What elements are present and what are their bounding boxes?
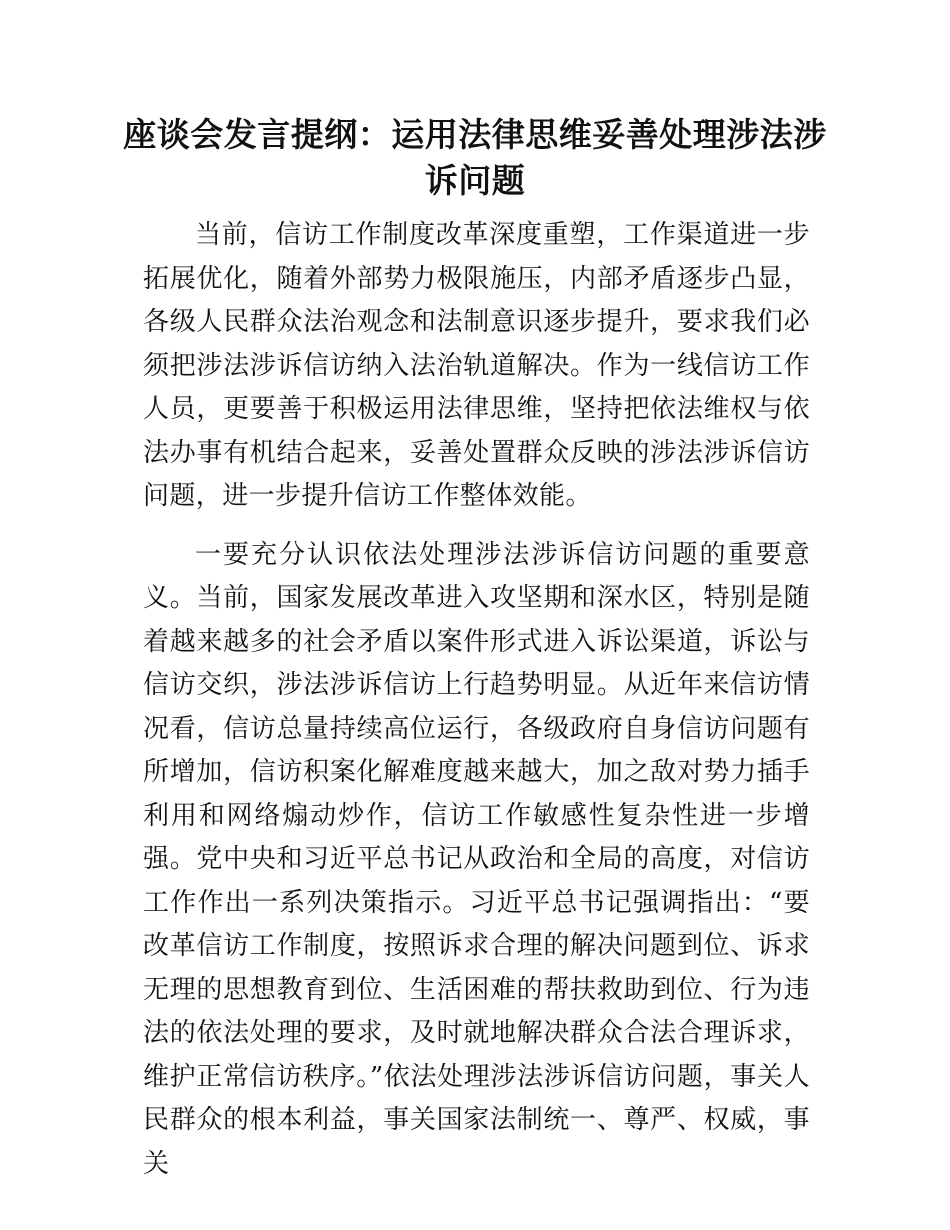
paragraph-point-one: 一要充分认识依法处理涉法涉诉信访问题的重要意义。当前，国家发展改革进入攻坚期和深水区，特别是随着越来越多的社会矛盾以案件形式进入诉讼渠道，诉讼与信访交织，涉法涉诉信访上行趋势明显。从近年来信访情况看，信访总量持续高位运行，各级政府自身信访问题有所增加，信访积案化解难度越来越大，加之敌对势力插手利用和网络煽动炒作，信访工作敏感性复杂性进一步增强。党中央和习近平总书记从政治和全局的高度，对信访工作作出一系列决策指示。习近平总书记强调指出：“要改革信访工作制度，按照诉求合理的解决问题到位、诉求无理的思想教育到位、生活困难的帮扶救助到位、行为违法的依法处理的要求，及时就地解决群众合法合理诉求，维护正常信访秩序。”依法处理涉法涉诉信访问题，事关人民群众的根本利益，事关国家法制统一、尊严、权威，事关 bbox=[143, 539, 810, 1179]
document-body bbox=[143, 214, 810, 1186]
paragraph-intro: 当前，信访工作制度改革深度重塑，工作渠道进一步拓展优化，随着外部势力极限施压，内部矛盾逐步凸显，各级人民群众法治观念和法制意识逐步提升，要求我们必须把涉法涉诉信访纳入法治轨道解决。作为一线信访工作人员，更要善于积极运用法律思维，坚持把依法维权与依法办事有机结合起来，妥善处置群众反映的涉法涉诉信访问题，进一步提升信访工作整体效能。 bbox=[143, 220, 810, 511]
document-title: 座谈会发言提纲：运用法律思维妥善处理涉法涉诉问题 bbox=[123, 115, 827, 200]
